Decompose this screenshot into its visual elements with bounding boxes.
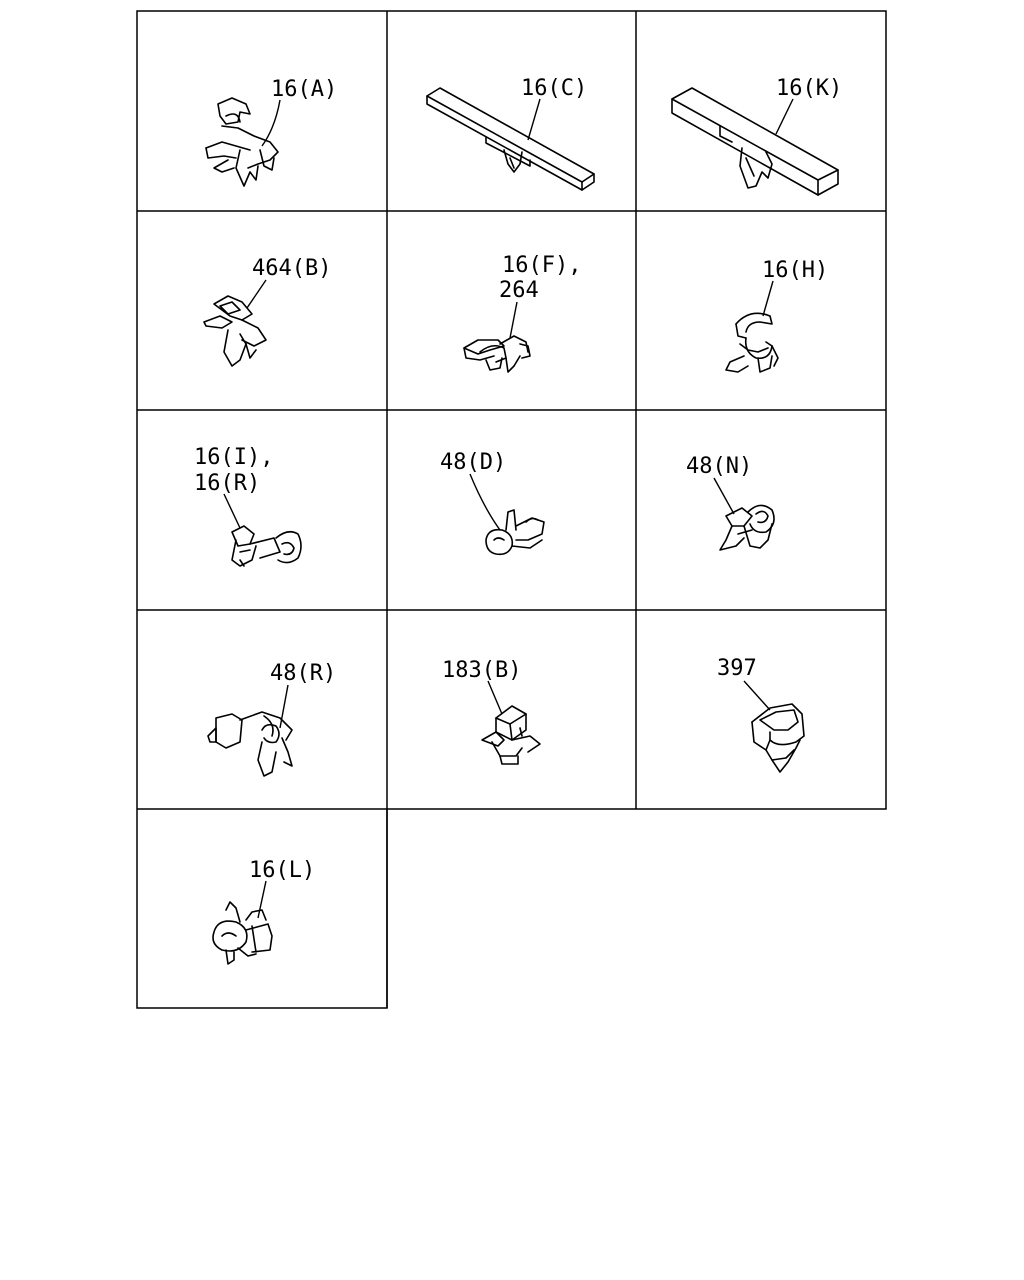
part-label-16h: 16(H) [762, 258, 829, 283]
clip-16f-drawing [464, 336, 530, 372]
part-label-183b: 183(B) [442, 658, 522, 683]
cell-48r [208, 661, 336, 776]
clip-464b-drawing [204, 296, 266, 366]
part-label-16l: 16(L) [249, 858, 316, 883]
part-label-16a: 16(A) [271, 77, 338, 102]
clip-16a-drawing [206, 98, 278, 186]
cell-16l [213, 858, 315, 964]
part-label-464b: 464(B) [252, 256, 332, 281]
part-label-48n: 48(N) [686, 454, 753, 479]
clip-48d-drawing [486, 510, 544, 554]
cell-183b [442, 658, 540, 764]
clip-48n-drawing [720, 505, 774, 550]
clip-183b-drawing [482, 706, 540, 764]
part-label-16i: 16(I), [194, 445, 274, 470]
part-label-16r: 16(R) [194, 471, 261, 496]
clip-16l-drawing [213, 902, 272, 964]
cell-16i [194, 445, 301, 566]
clip-16k-drawing [672, 88, 838, 195]
clip-16c-drawing [427, 88, 594, 190]
cell-16c [427, 76, 594, 190]
cell-16a [206, 77, 337, 186]
clip-16i-drawing [232, 526, 301, 566]
part-label-48r: 48(R) [270, 661, 337, 686]
cell-397 [717, 656, 804, 772]
part-label-48d: 48(D) [440, 450, 507, 475]
cell-464b [204, 256, 331, 366]
clip-397-drawing [752, 704, 804, 772]
part-label-16f: 16(F), [502, 253, 582, 278]
cell-48d [440, 450, 544, 554]
part-label-397: 397 [717, 656, 757, 681]
cell-48n [686, 454, 774, 550]
part-label-16c: 16(C) [521, 76, 588, 101]
cell-16k [672, 76, 842, 195]
part-label-264: 264 [499, 278, 539, 303]
cell-16f [464, 253, 581, 372]
cell-16h [726, 258, 828, 372]
clip-48r-drawing [208, 712, 292, 776]
clip-16h-drawing [726, 313, 778, 372]
part-label-16k: 16(K) [776, 76, 843, 101]
